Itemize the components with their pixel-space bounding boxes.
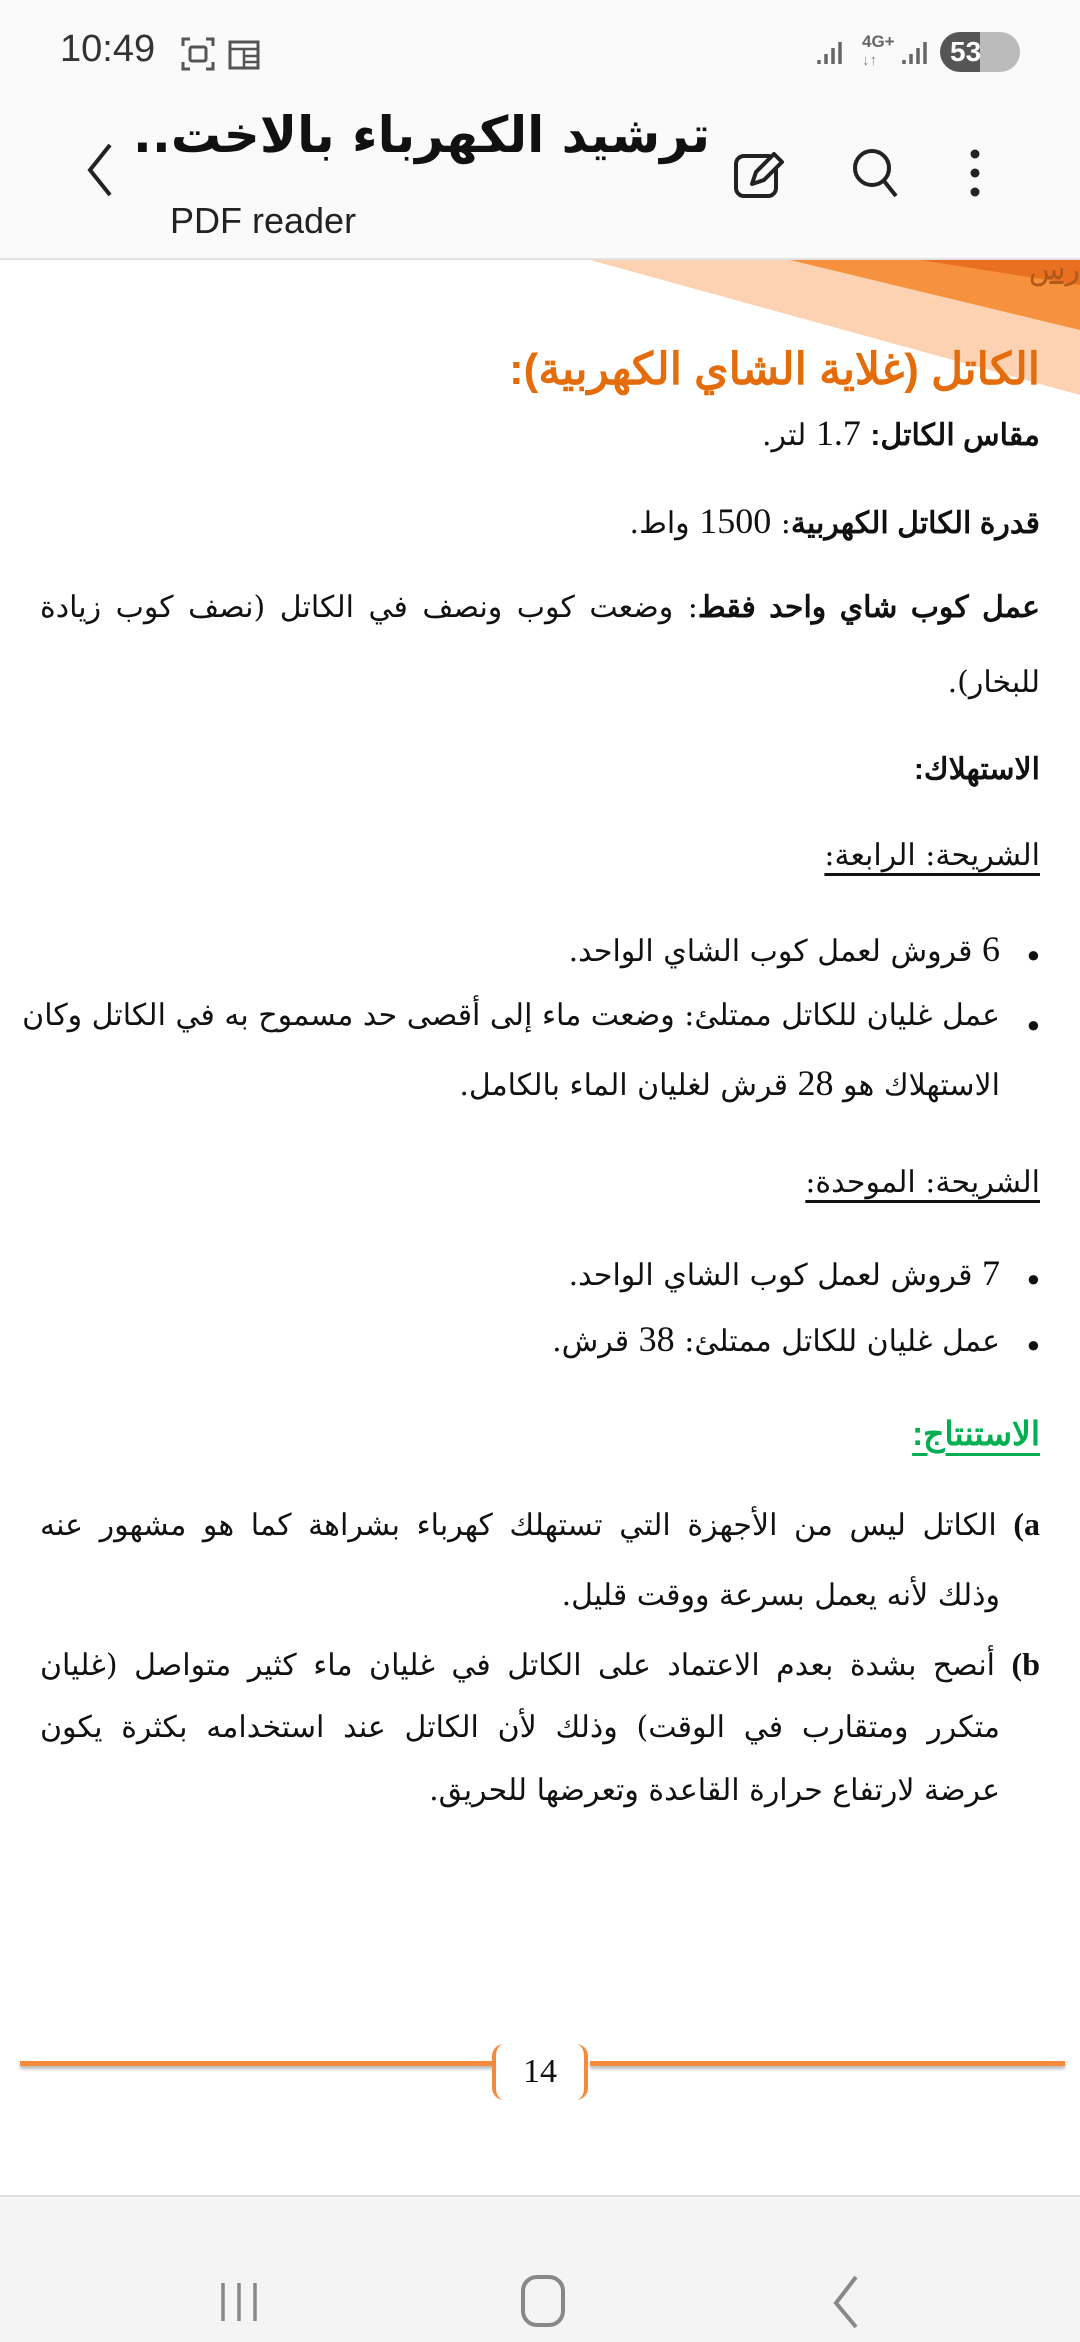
app-bar [0,100,1080,260]
page-number: 14 [492,2044,588,2100]
capacity-line [40,412,1040,454]
item-number: 7 [982,1253,1000,1293]
conclusion-b-line-3: عرضة لارتفاع حرارة القاعدة وتعرضها للحريق. [429,1773,1000,1808]
power-line: قدرة الكاتل الكهربية: 1500 واط. [629,501,1040,541]
conclusion-a-line-2: وذلك لأنه يعمل بسرعة ووقت قليل. [561,1578,1000,1613]
clock: 10:49 [60,28,156,70]
battery-level: 53 [950,36,982,67]
conclusion-heading-text: الاستنتاج: [912,1415,1040,1452]
conclusion-text: الكاتل ليس من الأجهزة التي تستهلك كهرباء بشراهة كما هو مشهور عنه [40,1508,997,1543]
power-unit: واط. [629,506,690,541]
screenshot-icon [180,36,216,72]
page-corner-decoration [590,260,1080,420]
item-number: 6 [982,929,1000,969]
unified-item-2 [40,1318,1000,1360]
navigation-bar [0,2195,1080,2342]
corner-header-text: رس [1028,253,1080,286]
network-type: 4G+ [862,32,895,51]
unified-heading: الشريحة: الموحدة: [805,1165,1040,1200]
tier4-item-1 [40,928,1000,970]
search-button[interactable] [848,144,904,204]
conclusion-text: أنصح بشدة بعدم الاعتماد على الكاتل في غليان ماء كثير متواصل (غليان [40,1648,996,1683]
document-title: ترشيد الكهرباء بالاخت.. [132,106,710,164]
battery-indicator [940,32,1020,72]
capacity-label: مقاس الكاتل: [870,419,1040,452]
capacity-value: 1.7 [815,413,861,453]
consumption-heading-text: الاستهلاك: [913,753,1040,786]
conclusion-b-line-2: متكرر ومتقارب في الوقت) وذلك لأن الكاتل عند استخدامه بكثرة يكون [40,1710,1000,1745]
item-text: قروش لعمل كوب الشاي الواحد. [568,934,973,969]
item-text: عمل غليان للكاتل ممتلئ: [684,1324,1000,1359]
item-text: قرش لغليان الماء بالكامل. [459,1068,788,1103]
item-number: 38 [638,1319,675,1359]
more-options-button[interactable] [960,144,990,204]
system-back-button[interactable] [826,2273,866,2329]
item-unit: قرش. [552,1324,630,1359]
home-button[interactable] [518,2273,568,2329]
tier4-item-2: عمل غليان للكاتل ممتلئ: وضعت ماء إلى أقصى حد مسموح به في الكاتل وكان [22,998,1000,1033]
edit-button[interactable] [732,146,788,202]
app-subtitle: PDF reader [170,200,357,241]
signal-icon-2 [900,38,930,68]
cup-label: عمل كوب شاي واحد فقط [697,591,1040,624]
calendar-icon [228,38,260,70]
conclusion-a [40,1506,1040,1543]
item-text: قروش لعمل كوب الشاي الواحد. [568,1258,973,1293]
data-arrows-icon: ↓↑ [862,52,877,69]
cup-line-2: للبخار). [947,665,1040,700]
power-label: قدرة الكاتل الكهربية [790,507,1040,540]
power-value: 1500 [699,501,772,541]
recent-apps-button[interactable] [214,2277,264,2327]
conclusion-b [40,1646,1040,1683]
capacity-unit: لتر. [762,418,807,453]
footer-line-right [590,2061,1065,2066]
consumption-heading [40,752,1040,787]
bullet-icon: ● [1026,942,1040,967]
conclusion-heading [40,1414,1040,1453]
item-text: الاستهلاك هو [843,1068,1000,1103]
signal-icon-1 [815,38,845,68]
item-number: 28 [797,1063,834,1103]
tier4-item-2-cont [40,1062,1000,1104]
footer-line-left [20,2061,495,2066]
bullet-icon: ● [1026,1012,1040,1037]
unified-item-1 [40,1252,1000,1294]
conclusion-letter: b) [1011,1646,1040,1682]
section-heading: الكاتل (غلاية الشاي الكهربية): [509,345,1040,394]
status-bar [0,0,1080,100]
back-button[interactable] [80,140,120,200]
cup-text: : وضعت كوب ونصف في الكاتل (نصف كوب زيادة [40,590,698,625]
bullet-icon: ● [1026,1332,1040,1357]
bullet-icon: ● [1026,1266,1040,1291]
conclusion-letter: a) [1013,1506,1040,1542]
tier4-heading: الشريحة: الرابعة: [824,838,1040,873]
cup-line [40,590,1040,625]
